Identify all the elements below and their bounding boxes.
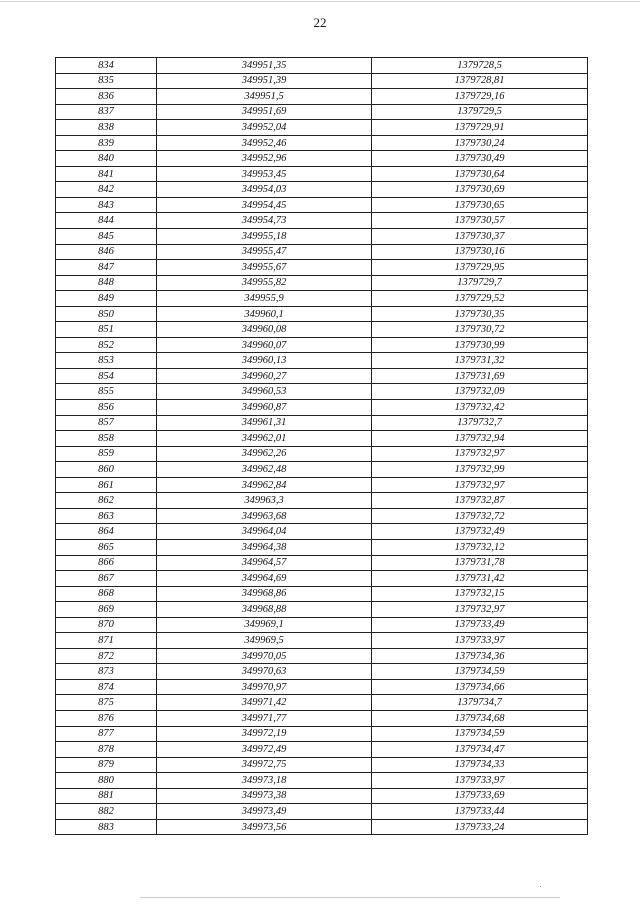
point-number-cell: 843 — [56, 197, 157, 213]
point-number-cell: 867 — [56, 571, 157, 587]
table-row — [56, 104, 588, 120]
table-row — [56, 58, 588, 74]
point-number-cell: 848 — [56, 275, 157, 291]
y-coordinate-cell: 1379730,72 — [372, 322, 588, 338]
y-coordinate-cell: 1379732,42 — [372, 400, 588, 416]
table-row — [56, 244, 588, 260]
point-number-cell: 853 — [56, 353, 157, 369]
point-number-cell: 882 — [56, 804, 157, 820]
x-coordinate-cell: 349971,42 — [157, 695, 372, 711]
x-coordinate-cell: 349954,73 — [157, 213, 372, 229]
x-coordinate-cell: 349962,84 — [157, 477, 372, 493]
x-coordinate-cell: 349954,45 — [157, 197, 372, 213]
table-row — [56, 773, 588, 789]
y-coordinate-cell: 1379733,24 — [372, 819, 588, 835]
point-number-cell: 845 — [56, 229, 157, 245]
x-coordinate-cell: 349971,77 — [157, 710, 372, 726]
point-number-cell: 863 — [56, 508, 157, 524]
y-coordinate-cell: 1379733,49 — [372, 617, 588, 633]
y-coordinate-cell: 1379730,65 — [372, 197, 588, 213]
x-coordinate-cell: 349964,04 — [157, 524, 372, 540]
y-coordinate-cell: 1379730,57 — [372, 213, 588, 229]
x-coordinate-cell: 349960,1 — [157, 306, 372, 322]
x-coordinate-cell: 349968,86 — [157, 586, 372, 602]
y-coordinate-cell: 1379729,16 — [372, 89, 588, 105]
y-coordinate-cell: 1379732,99 — [372, 462, 588, 478]
x-coordinate-cell: 349969,5 — [157, 633, 372, 649]
point-number-cell: 839 — [56, 135, 157, 151]
table-row — [56, 726, 588, 742]
bottom-rule — [140, 897, 560, 898]
x-coordinate-cell: 349964,69 — [157, 571, 372, 587]
x-coordinate-cell: 349955,82 — [157, 275, 372, 291]
x-coordinate-cell: 349973,38 — [157, 788, 372, 804]
point-number-cell: 868 — [56, 586, 157, 602]
point-number-cell: 858 — [56, 431, 157, 447]
point-number-cell: 836 — [56, 89, 157, 105]
y-coordinate-cell: 1379730,99 — [372, 337, 588, 353]
y-coordinate-cell: 1379728,5 — [372, 58, 588, 74]
x-coordinate-cell: 349951,5 — [157, 89, 372, 105]
point-number-cell: 873 — [56, 664, 157, 680]
y-coordinate-cell: 1379734,66 — [372, 679, 588, 695]
table-row — [56, 477, 588, 493]
x-coordinate-cell: 349963,68 — [157, 508, 372, 524]
table-row — [56, 431, 588, 447]
y-coordinate-cell: 1379732,72 — [372, 508, 588, 524]
table-row — [56, 508, 588, 524]
point-number-cell: 857 — [56, 415, 157, 431]
y-coordinate-cell: 1379730,16 — [372, 244, 588, 260]
point-number-cell: 865 — [56, 539, 157, 555]
point-number-cell: 875 — [56, 695, 157, 711]
point-number-cell: 834 — [56, 58, 157, 74]
x-coordinate-cell: 349951,39 — [157, 73, 372, 89]
x-coordinate-cell: 349973,56 — [157, 819, 372, 835]
table-row — [56, 633, 588, 649]
x-coordinate-cell: 349960,87 — [157, 400, 372, 416]
point-number-cell: 849 — [56, 291, 157, 307]
y-coordinate-cell: 1379734,33 — [372, 757, 588, 773]
point-number-cell: 846 — [56, 244, 157, 260]
point-number-cell: 840 — [56, 151, 157, 167]
point-number-cell: 883 — [56, 819, 157, 835]
table-row — [56, 710, 588, 726]
x-coordinate-cell: 349972,49 — [157, 742, 372, 758]
x-coordinate-cell: 349970,97 — [157, 679, 372, 695]
x-coordinate-cell: 349955,18 — [157, 229, 372, 245]
table-row — [56, 229, 588, 245]
x-coordinate-cell: 349952,04 — [157, 120, 372, 136]
x-coordinate-cell: 349960,53 — [157, 384, 372, 400]
table-row — [56, 337, 588, 353]
table-row — [56, 120, 588, 136]
x-coordinate-cell: 349962,48 — [157, 462, 372, 478]
table-row — [56, 493, 588, 509]
table-row — [56, 679, 588, 695]
table-row — [56, 648, 588, 664]
y-coordinate-cell: 1379734,36 — [372, 648, 588, 664]
x-coordinate-cell: 349952,96 — [157, 151, 372, 167]
y-coordinate-cell: 1379732,12 — [372, 539, 588, 555]
point-number-cell: 870 — [56, 617, 157, 633]
x-coordinate-cell: 349960,08 — [157, 322, 372, 338]
y-coordinate-cell: 1379731,32 — [372, 353, 588, 369]
x-coordinate-cell: 349968,88 — [157, 602, 372, 618]
table-row — [56, 742, 588, 758]
y-coordinate-cell: 1379729,91 — [372, 120, 588, 136]
table-row — [56, 166, 588, 182]
point-number-cell: 835 — [56, 73, 157, 89]
point-number-cell: 876 — [56, 710, 157, 726]
table-row — [56, 415, 588, 431]
x-coordinate-cell: 349964,38 — [157, 539, 372, 555]
table-row — [56, 602, 588, 618]
point-number-cell: 866 — [56, 555, 157, 571]
table-row — [56, 757, 588, 773]
point-number-cell: 841 — [56, 166, 157, 182]
x-coordinate-cell: 349960,07 — [157, 337, 372, 353]
y-coordinate-cell: 1379733,44 — [372, 804, 588, 820]
y-coordinate-cell: 1379733,97 — [372, 633, 588, 649]
point-number-cell: 838 — [56, 120, 157, 136]
x-coordinate-cell: 349963,3 — [157, 493, 372, 509]
x-coordinate-cell: 349972,75 — [157, 757, 372, 773]
x-coordinate-cell: 349973,18 — [157, 773, 372, 789]
table-row — [56, 819, 588, 835]
x-coordinate-cell: 349951,35 — [157, 58, 372, 74]
y-coordinate-cell: 1379730,69 — [372, 182, 588, 198]
point-number-cell: 860 — [56, 462, 157, 478]
table-row — [56, 788, 588, 804]
y-coordinate-cell: 1379734,7 — [372, 695, 588, 711]
point-number-cell: 872 — [56, 648, 157, 664]
x-coordinate-cell: 349970,05 — [157, 648, 372, 664]
point-number-cell: 859 — [56, 446, 157, 462]
top-rule — [0, 1, 640, 2]
point-number-cell: 851 — [56, 322, 157, 338]
table-row — [56, 462, 588, 478]
x-coordinate-cell: 349952,46 — [157, 135, 372, 151]
x-coordinate-cell: 349951,69 — [157, 104, 372, 120]
table-row — [56, 804, 588, 820]
table-row — [56, 275, 588, 291]
y-coordinate-cell: 1379731,69 — [372, 368, 588, 384]
table-row — [56, 384, 588, 400]
y-coordinate-cell: 1379730,24 — [372, 135, 588, 151]
x-coordinate-cell: 349953,45 — [157, 166, 372, 182]
table-row — [56, 571, 588, 587]
y-coordinate-cell: 1379732,97 — [372, 446, 588, 462]
point-number-cell: 855 — [56, 384, 157, 400]
x-coordinate-cell: 349955,9 — [157, 291, 372, 307]
y-coordinate-cell: 1379732,7 — [372, 415, 588, 431]
y-coordinate-cell: 1379729,7 — [372, 275, 588, 291]
y-coordinate-cell: 1379732,15 — [372, 586, 588, 602]
y-coordinate-cell: 1379734,47 — [372, 742, 588, 758]
point-number-cell: 881 — [56, 788, 157, 804]
x-coordinate-cell: 349964,57 — [157, 555, 372, 571]
table-row — [56, 182, 588, 198]
y-coordinate-cell: 1379733,97 — [372, 773, 588, 789]
point-number-cell: 877 — [56, 726, 157, 742]
table-row — [56, 539, 588, 555]
table-row — [56, 368, 588, 384]
table-row — [56, 353, 588, 369]
point-number-cell: 842 — [56, 182, 157, 198]
y-coordinate-cell: 1379729,52 — [372, 291, 588, 307]
y-coordinate-cell: 1379730,35 — [372, 306, 588, 322]
table-row — [56, 89, 588, 105]
table-row — [56, 695, 588, 711]
point-number-cell: 861 — [56, 477, 157, 493]
point-number-cell: 852 — [56, 337, 157, 353]
y-coordinate-cell: 1379729,5 — [372, 104, 588, 120]
point-number-cell: 869 — [56, 602, 157, 618]
y-coordinate-cell: 1379730,49 — [372, 151, 588, 167]
point-number-cell: 844 — [56, 213, 157, 229]
y-coordinate-cell: 1379731,78 — [372, 555, 588, 571]
y-coordinate-cell: 1379732,49 — [372, 524, 588, 540]
y-coordinate-cell: 1379734,59 — [372, 664, 588, 680]
table-row — [56, 664, 588, 680]
x-coordinate-cell: 349962,01 — [157, 431, 372, 447]
table-row — [56, 213, 588, 229]
x-coordinate-cell: 349960,13 — [157, 353, 372, 369]
x-coordinate-cell: 349973,49 — [157, 804, 372, 820]
point-number-cell: 850 — [56, 306, 157, 322]
y-coordinate-cell: 1379733,69 — [372, 788, 588, 804]
y-coordinate-cell: 1379734,59 — [372, 726, 588, 742]
scan-speck — [540, 886, 541, 887]
y-coordinate-cell: 1379730,64 — [372, 166, 588, 182]
point-number-cell: 880 — [56, 773, 157, 789]
point-number-cell: 878 — [56, 742, 157, 758]
point-number-cell: 847 — [56, 260, 157, 276]
point-number-cell: 856 — [56, 400, 157, 416]
table-row — [56, 322, 588, 338]
x-coordinate-cell: 349969,1 — [157, 617, 372, 633]
y-coordinate-cell: 1379732,97 — [372, 477, 588, 493]
x-coordinate-cell: 349954,03 — [157, 182, 372, 198]
y-coordinate-cell: 1379732,87 — [372, 493, 588, 509]
y-coordinate-cell: 1379734,68 — [372, 710, 588, 726]
table-row — [56, 73, 588, 89]
table-row — [56, 446, 588, 462]
page-number: 22 — [313, 15, 327, 30]
point-number-cell: 837 — [56, 104, 157, 120]
table-row — [56, 151, 588, 167]
table-row — [56, 400, 588, 416]
x-coordinate-cell: 349955,47 — [157, 244, 372, 260]
table-row — [56, 306, 588, 322]
x-coordinate-cell: 349961,31 — [157, 415, 372, 431]
y-coordinate-cell: 1379729,95 — [372, 260, 588, 276]
point-number-cell: 871 — [56, 633, 157, 649]
table-row — [56, 617, 588, 633]
y-coordinate-cell: 1379732,94 — [372, 431, 588, 447]
table-row — [56, 586, 588, 602]
point-number-cell: 879 — [56, 757, 157, 773]
table-row — [56, 135, 588, 151]
table-row — [56, 524, 588, 540]
point-number-cell: 854 — [56, 368, 157, 384]
table-row — [56, 197, 588, 213]
x-coordinate-cell: 349970,63 — [157, 664, 372, 680]
x-coordinate-cell: 349962,26 — [157, 446, 372, 462]
point-number-cell: 864 — [56, 524, 157, 540]
table-row — [56, 555, 588, 571]
y-coordinate-cell: 1379728,81 — [372, 73, 588, 89]
x-coordinate-cell: 349972,19 — [157, 726, 372, 742]
point-number-cell: 874 — [56, 679, 157, 695]
table-row — [56, 291, 588, 307]
y-coordinate-cell: 1379732,97 — [372, 602, 588, 618]
x-coordinate-cell: 349955,67 — [157, 260, 372, 276]
y-coordinate-cell: 1379732,09 — [372, 384, 588, 400]
y-coordinate-cell: 1379731,42 — [372, 571, 588, 587]
y-coordinate-cell: 1379730,37 — [372, 229, 588, 245]
point-number-cell: 862 — [56, 493, 157, 509]
coordinates-table-body — [56, 58, 588, 835]
x-coordinate-cell: 349960,27 — [157, 368, 372, 384]
table-row — [56, 260, 588, 276]
coordinates-table — [55, 57, 588, 835]
